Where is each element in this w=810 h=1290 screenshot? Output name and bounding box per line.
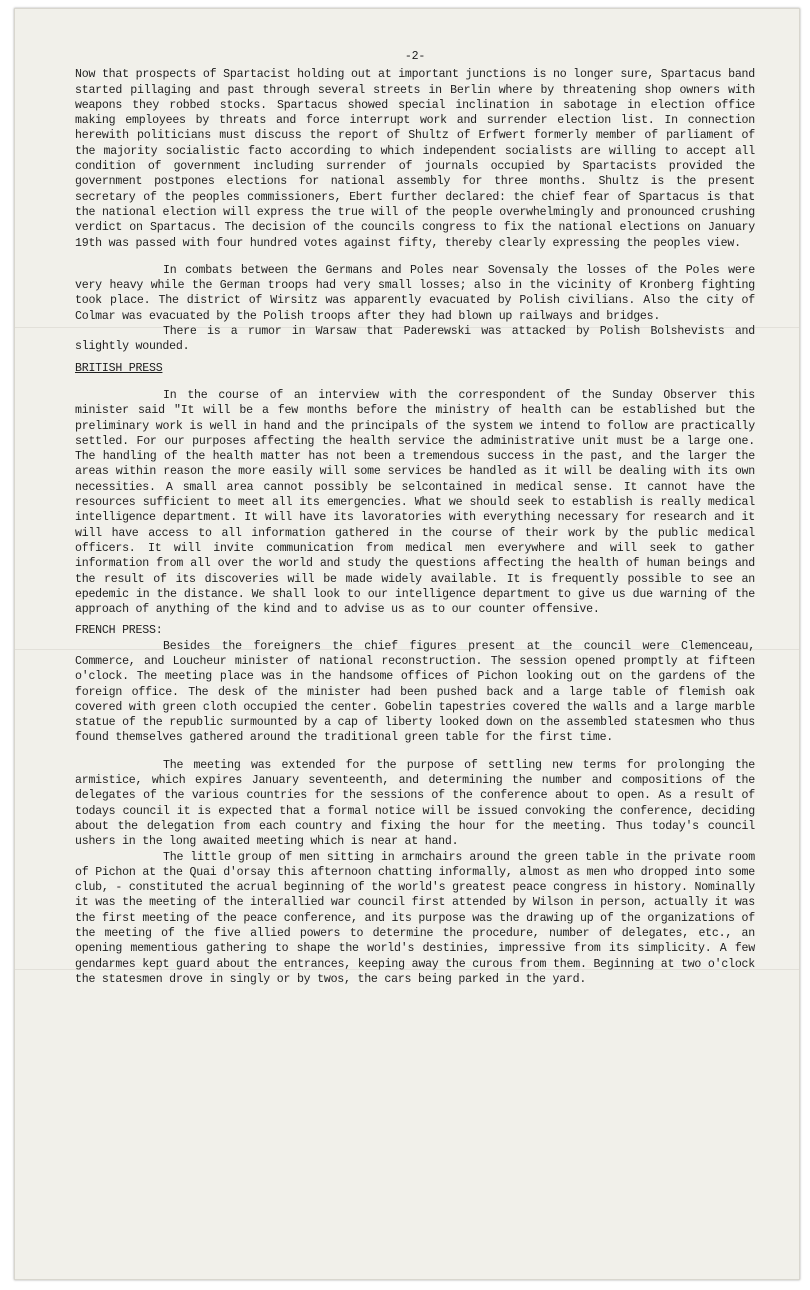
section-heading-british-press: BRITISH PRESS — [75, 361, 163, 375]
document-body — [75, 49, 755, 987]
paragraph-poles: In combats between the Germans and Poles near Sovensaly the losses of the Poles were very heavy while the German troops had very small losses; also in the vicinity of Kronberg fighting took place. The district of Wirsitz was apparently evacuated by Polish civilians. Also the city of Colmar was evacuated by the Polish troops after they had blown up railways and bridges. — [75, 263, 755, 323]
paragraph-peace-congress: The little group of men sitting in armchairs around the green table in the private room of Pichon at the Quai d'orsay this afternoon chatting informally, almost as men who dropped into some club, - constituted the acrual beginning of the world's greatest peace congress in history. Nominally it was the meeting of the interallied war council first attended by Wilson in person, actually it was the first meeting of the peace conference, and its purpose was the drawing up of the organizations of the meeting of the five allied powers to determine the procedure, number of delegates, etc., an opening mementious gathering to shape the world's destinies, impressive from its simplicity. A few gendarmes kept guard about the entrances, keeping away the curous from them. Beginning at two o'clock the statesmen drove in singly or by twos, the cars being parked in the yard. — [75, 850, 755, 986]
section-heading-french-press: FRENCH PRESS: — [75, 624, 163, 638]
paragraph-ministry-of-health: In the course of an interview with the correspondent of the Sunday Observer this minister said "It will be a few months before the ministry of health can be established but the preliminary work is well in hand and the principals of the system we intend to follow are practically settled. For our purposes affecting the health service the administrative unit must be a large one. The handling of the health matter has not been a tremendous success in the past, and the larger the areas within reason the more easily will some services be handled as it will be dealing with its own necessities. A small area cannot possibly be selcontained in medical sense. It cannot have the resources sufficient to meet all its emergencies. What we should seek to establish is really medical intelligence department. It will have its lavoratories with everything necessary for research and it will have access to all information gathered in the course of their work by the public medical officers. It will invite communication from medical men everywhere and will seek to gather information from all over the world and study the questions affecting the health of human beings and the result of its discoveries will be made widely available. It is frequently possible to see an epedemic in the distance. We shall look to our intelligence department to give us due warning of the approach of anything of the kind and to advise us as to our counter offensive. — [75, 388, 755, 617]
paragraph-council-figures: Besides the foreigners the chief figures present at the council were Clemenceau, Commerce, and Loucheur minister of national reconstruction. The session opened promptly at fifteen o'clock. The meeting place was in the handsome offices of Pichon looking out on the gardens of the foreign office. The desk of the minister had been pushed back and a large table of flemish oak covered with green cloth occupied the center. Gobelin tapestries covered the walls and a large marble statue of the republic surmounted by a cap of liberty looked down on the assembled statesmen who thus found themselves gathered around the traditional green table for the first time. — [75, 639, 755, 745]
page-number: -2- — [404, 50, 426, 63]
paragraph-spartacus: Now that prospects of Spartacist holding out at important junctions is no longer sure, Spartacus band started pillaging and past through several streets in Berlin where by threatening shop owners with weapons they robbed stocks. Spartacus showed special inclination in sabotage in election office making employees by threats and force interrupt work and surrender election list. In connection herewith politicians must discuss the report of Shultz of Erfwert formerly member of parliament of the majority socialistic facto according to which independent socialists are willing to accept all condition of government including surrender of journals occupied by Spartacists provided the government postpones elections for national assembly for three months. Shultz is the present secretary of the peoples commissioners, Ebert further declared: the chief fear of Spartacus is that the national election will express the true will of the people overwhelmingly and pronounced crushing verdict on Spartacus. The decision of the councils congress to fix the national elections on January 19th was passed with four hundred votes against fifty, thereby clearly expressing the peoples view. — [75, 68, 755, 250]
document-page — [14, 8, 800, 1280]
paragraph-meeting-purpose: The meeting was extended for the purpose of settling new terms for prolonging the armistice, which expires January seventeenth, and determining the number and compositions of the delegates of the various countries for the sessions of the conference about to open. As a result of todays council it is expected that a formal notice will be issued convoking the conference, deciding about the delegation from each country and fixing the hour for the meeting. Thus today's council ushers in the long awaited meeting which is near at hand. — [75, 758, 755, 849]
paragraph-paderewski: There is a rumor in Warsaw that Paderewski was attacked by Polish Bolshevists and slightly wounded. — [75, 325, 755, 354]
